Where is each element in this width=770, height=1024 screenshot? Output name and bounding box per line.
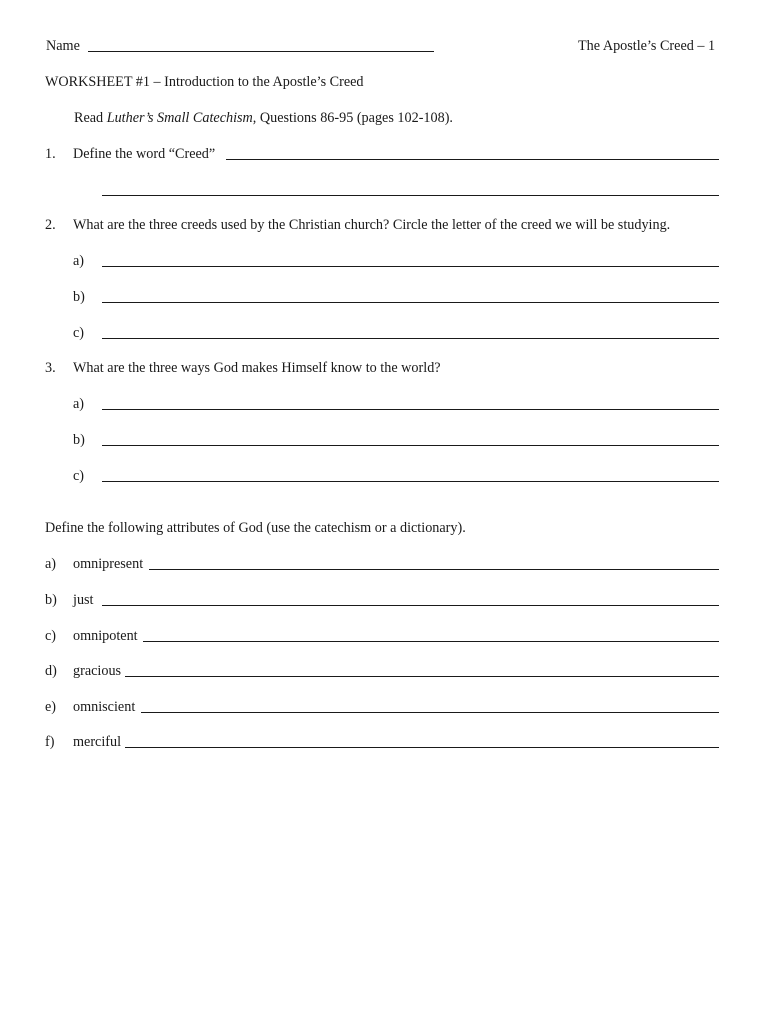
question-number: 3.: [45, 360, 56, 376]
attribute-term: omnipresent: [73, 556, 144, 572]
answer-line[interactable]: [102, 338, 719, 339]
answer-line[interactable]: [149, 569, 719, 570]
attribute-term: omnipotent: [73, 628, 138, 644]
attribute-letter: f): [45, 734, 55, 750]
option-letter: a): [73, 253, 85, 269]
attributes-instruction: Define the following attributes of God (use the catechism or a dictionary).: [45, 520, 466, 536]
answer-line[interactable]: [141, 712, 719, 713]
answer-line[interactable]: [102, 605, 719, 606]
page-title: The Apostle’s Creed – 1: [578, 38, 716, 54]
reading-prefix: Read: [74, 110, 107, 126]
answer-line[interactable]: [125, 747, 719, 748]
answer-line[interactable]: [125, 676, 719, 677]
attribute-letter: c): [45, 628, 57, 644]
attribute-term: just: [73, 592, 94, 608]
option-letter: c): [73, 325, 85, 341]
question-text: What are the three creeds used by the Christian church? Circle the letter of the creed we will be studying.: [73, 217, 671, 233]
answer-line[interactable]: [102, 266, 719, 267]
question-number: 1.: [45, 146, 56, 162]
attribute-term: merciful: [73, 734, 122, 750]
answer-line[interactable]: [102, 481, 719, 482]
question-text: What are the three ways God makes Himself know to the world?: [73, 360, 441, 376]
attribute-letter: b): [45, 592, 57, 608]
attribute-letter: d): [45, 663, 57, 679]
worksheet-title: WORKSHEET #1 – Introduction to the Apostle’s Creed: [45, 74, 364, 90]
answer-line[interactable]: [226, 159, 719, 160]
option-letter: b): [73, 289, 85, 305]
option-letter: b): [73, 432, 85, 448]
attribute-letter: a): [45, 556, 57, 572]
attribute-term: omniscient: [73, 699, 136, 715]
answer-line[interactable]: [143, 641, 719, 642]
answer-line[interactable]: [102, 409, 719, 410]
catechism-title: Luther’s Small Catechism: [106, 110, 253, 126]
attribute-term: gracious: [73, 663, 122, 679]
attribute-letter: e): [45, 699, 57, 715]
name-field[interactable]: [88, 51, 434, 52]
answer-line[interactable]: [102, 445, 719, 446]
question-text: Define the word “Creed”: [73, 146, 216, 162]
reading-suffix: , Questions 86-95 (pages 102-108).: [252, 110, 453, 126]
option-letter: c): [73, 468, 85, 484]
name-label: Name: [46, 38, 80, 54]
answer-line[interactable]: [102, 195, 719, 196]
option-letter: a): [73, 396, 85, 412]
reading-instruction: [74, 109, 453, 127]
answer-line[interactable]: [102, 302, 719, 303]
question-number: 2.: [45, 217, 56, 233]
